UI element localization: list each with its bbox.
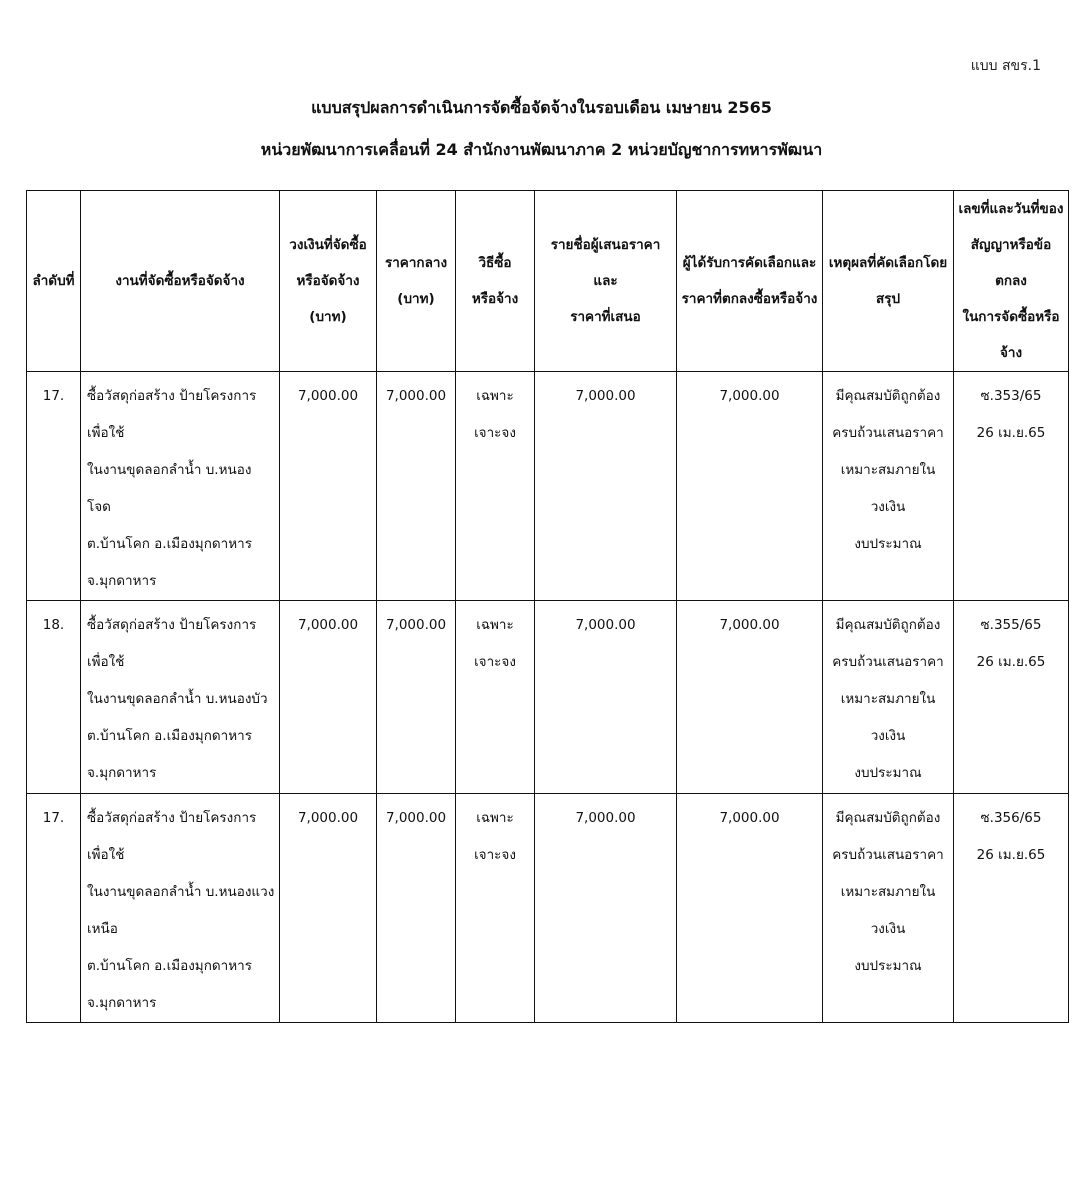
header-median-price: ราคากลาง (บาท) xyxy=(377,191,456,372)
row-winner: 7,000.00 xyxy=(677,372,823,601)
header-no: ลำดับที่ xyxy=(27,191,81,372)
row-contract: ซ.355/65 26 เม.ย.65 xyxy=(954,601,1069,794)
header-method: วิธีซื้อ หรือจ้าง xyxy=(456,191,535,372)
document-subtitle: หน่วยพัฒนาการเคลื่อนที่ 24 สำนักงานพัฒนาภาค 2 หน่วยบัญชาการทหารพัฒนา xyxy=(260,140,823,159)
row-item: ซื้อวัสดุก่อสร้าง ป้ายโครงการเพื่อใช้ ในงานขุดลอกลำน้ำ บ.หนองบัว ต.บ้านโคก อ.เมืองมุกดาหาร จ.มุกดาหาร xyxy=(81,601,280,794)
row-reason: มีคุณสมบัติถูกต้อง ครบถ้วนเสนอราคา เหมาะสมภายในวงเงิน งบประมาณ xyxy=(823,601,954,794)
procurement-summary-table xyxy=(26,190,1069,1023)
row-method: เฉพาะเจาะจง xyxy=(456,794,535,1023)
row-bidders: 7,000.00 xyxy=(535,794,677,1023)
row-median-price: 7,000.00 xyxy=(377,794,456,1023)
row-method: เฉพาะเจาะจง xyxy=(456,601,535,794)
header-item: งานที่จัดซื้อหรือจัดจ้าง xyxy=(81,191,280,372)
row-budget: 7,000.00 xyxy=(280,601,377,794)
row-method: เฉพาะเจาะจง xyxy=(456,372,535,601)
row-no: 17. xyxy=(27,372,81,601)
row-contract: ซ.356/65 26 เม.ย.65 xyxy=(954,794,1069,1023)
row-winner: 7,000.00 xyxy=(677,601,823,794)
header-budget: วงเงินที่จัดซื้อ หรือจัดจ้าง (บาท) xyxy=(280,191,377,372)
row-contract: ซ.353/65 26 เม.ย.65 xyxy=(954,372,1069,601)
header-reason: เหตุผลที่คัดเลือกโดย สรุป xyxy=(823,191,954,372)
row-item: ซื้อวัสดุก่อสร้าง ป้ายโครงการเพื่อใช้ ในงานขุดลอกลำน้ำ บ.หนองแวงเหนือ ต.บ้านโคก อ.เมืองมุกดาหาร จ.มุกดาหาร xyxy=(81,794,280,1023)
row-budget: 7,000.00 xyxy=(280,794,377,1023)
table-row xyxy=(27,372,1069,601)
header-contract: เลขที่และวันที่ของ สัญญาหรือข้อตกลง ในการจัดซื้อหรือ จ้าง xyxy=(954,191,1069,372)
header-winner: ผู้ได้รับการคัดเลือกและ ราคาที่ตกลงซื้อหรือจ้าง xyxy=(677,191,823,372)
row-no: 17. xyxy=(27,794,81,1023)
row-reason: มีคุณสมบัติถูกต้อง ครบถ้วนเสนอราคา เหมาะสมภายในวงเงิน งบประมาณ xyxy=(823,794,954,1023)
row-winner: 7,000.00 xyxy=(677,794,823,1023)
row-median-price: 7,000.00 xyxy=(377,372,456,601)
document-title: แบบสรุปผลการดำเนินการจัดซื้อจัดจ้างในรอบเดือน เมษายน 2565 xyxy=(311,98,772,117)
form-code: แบบ สขร.1 xyxy=(970,58,1041,74)
row-budget: 7,000.00 xyxy=(280,372,377,601)
row-item: ซื้อวัสดุก่อสร้าง ป้ายโครงการเพื่อใช้ ในงานขุดลอกลำน้ำ บ.หนองโจด ต.บ้านโคก อ.เมืองมุกดาหาร จ.มุกดาหาร xyxy=(81,372,280,601)
row-no: 18. xyxy=(27,601,81,794)
header-bidders: รายชื่อผู้เสนอราคาและ ราคาที่เสนอ xyxy=(535,191,677,372)
row-bidders: 7,000.00 xyxy=(535,372,677,601)
row-reason: มีคุณสมบัติถูกต้อง ครบถ้วนเสนอราคา เหมาะสมภายในวงเงิน งบประมาณ xyxy=(823,372,954,601)
table-row xyxy=(27,601,1069,794)
row-bidders: 7,000.00 xyxy=(535,601,677,794)
table-row xyxy=(27,794,1069,1023)
table-header-row xyxy=(27,191,1069,372)
row-median-price: 7,000.00 xyxy=(377,601,456,794)
